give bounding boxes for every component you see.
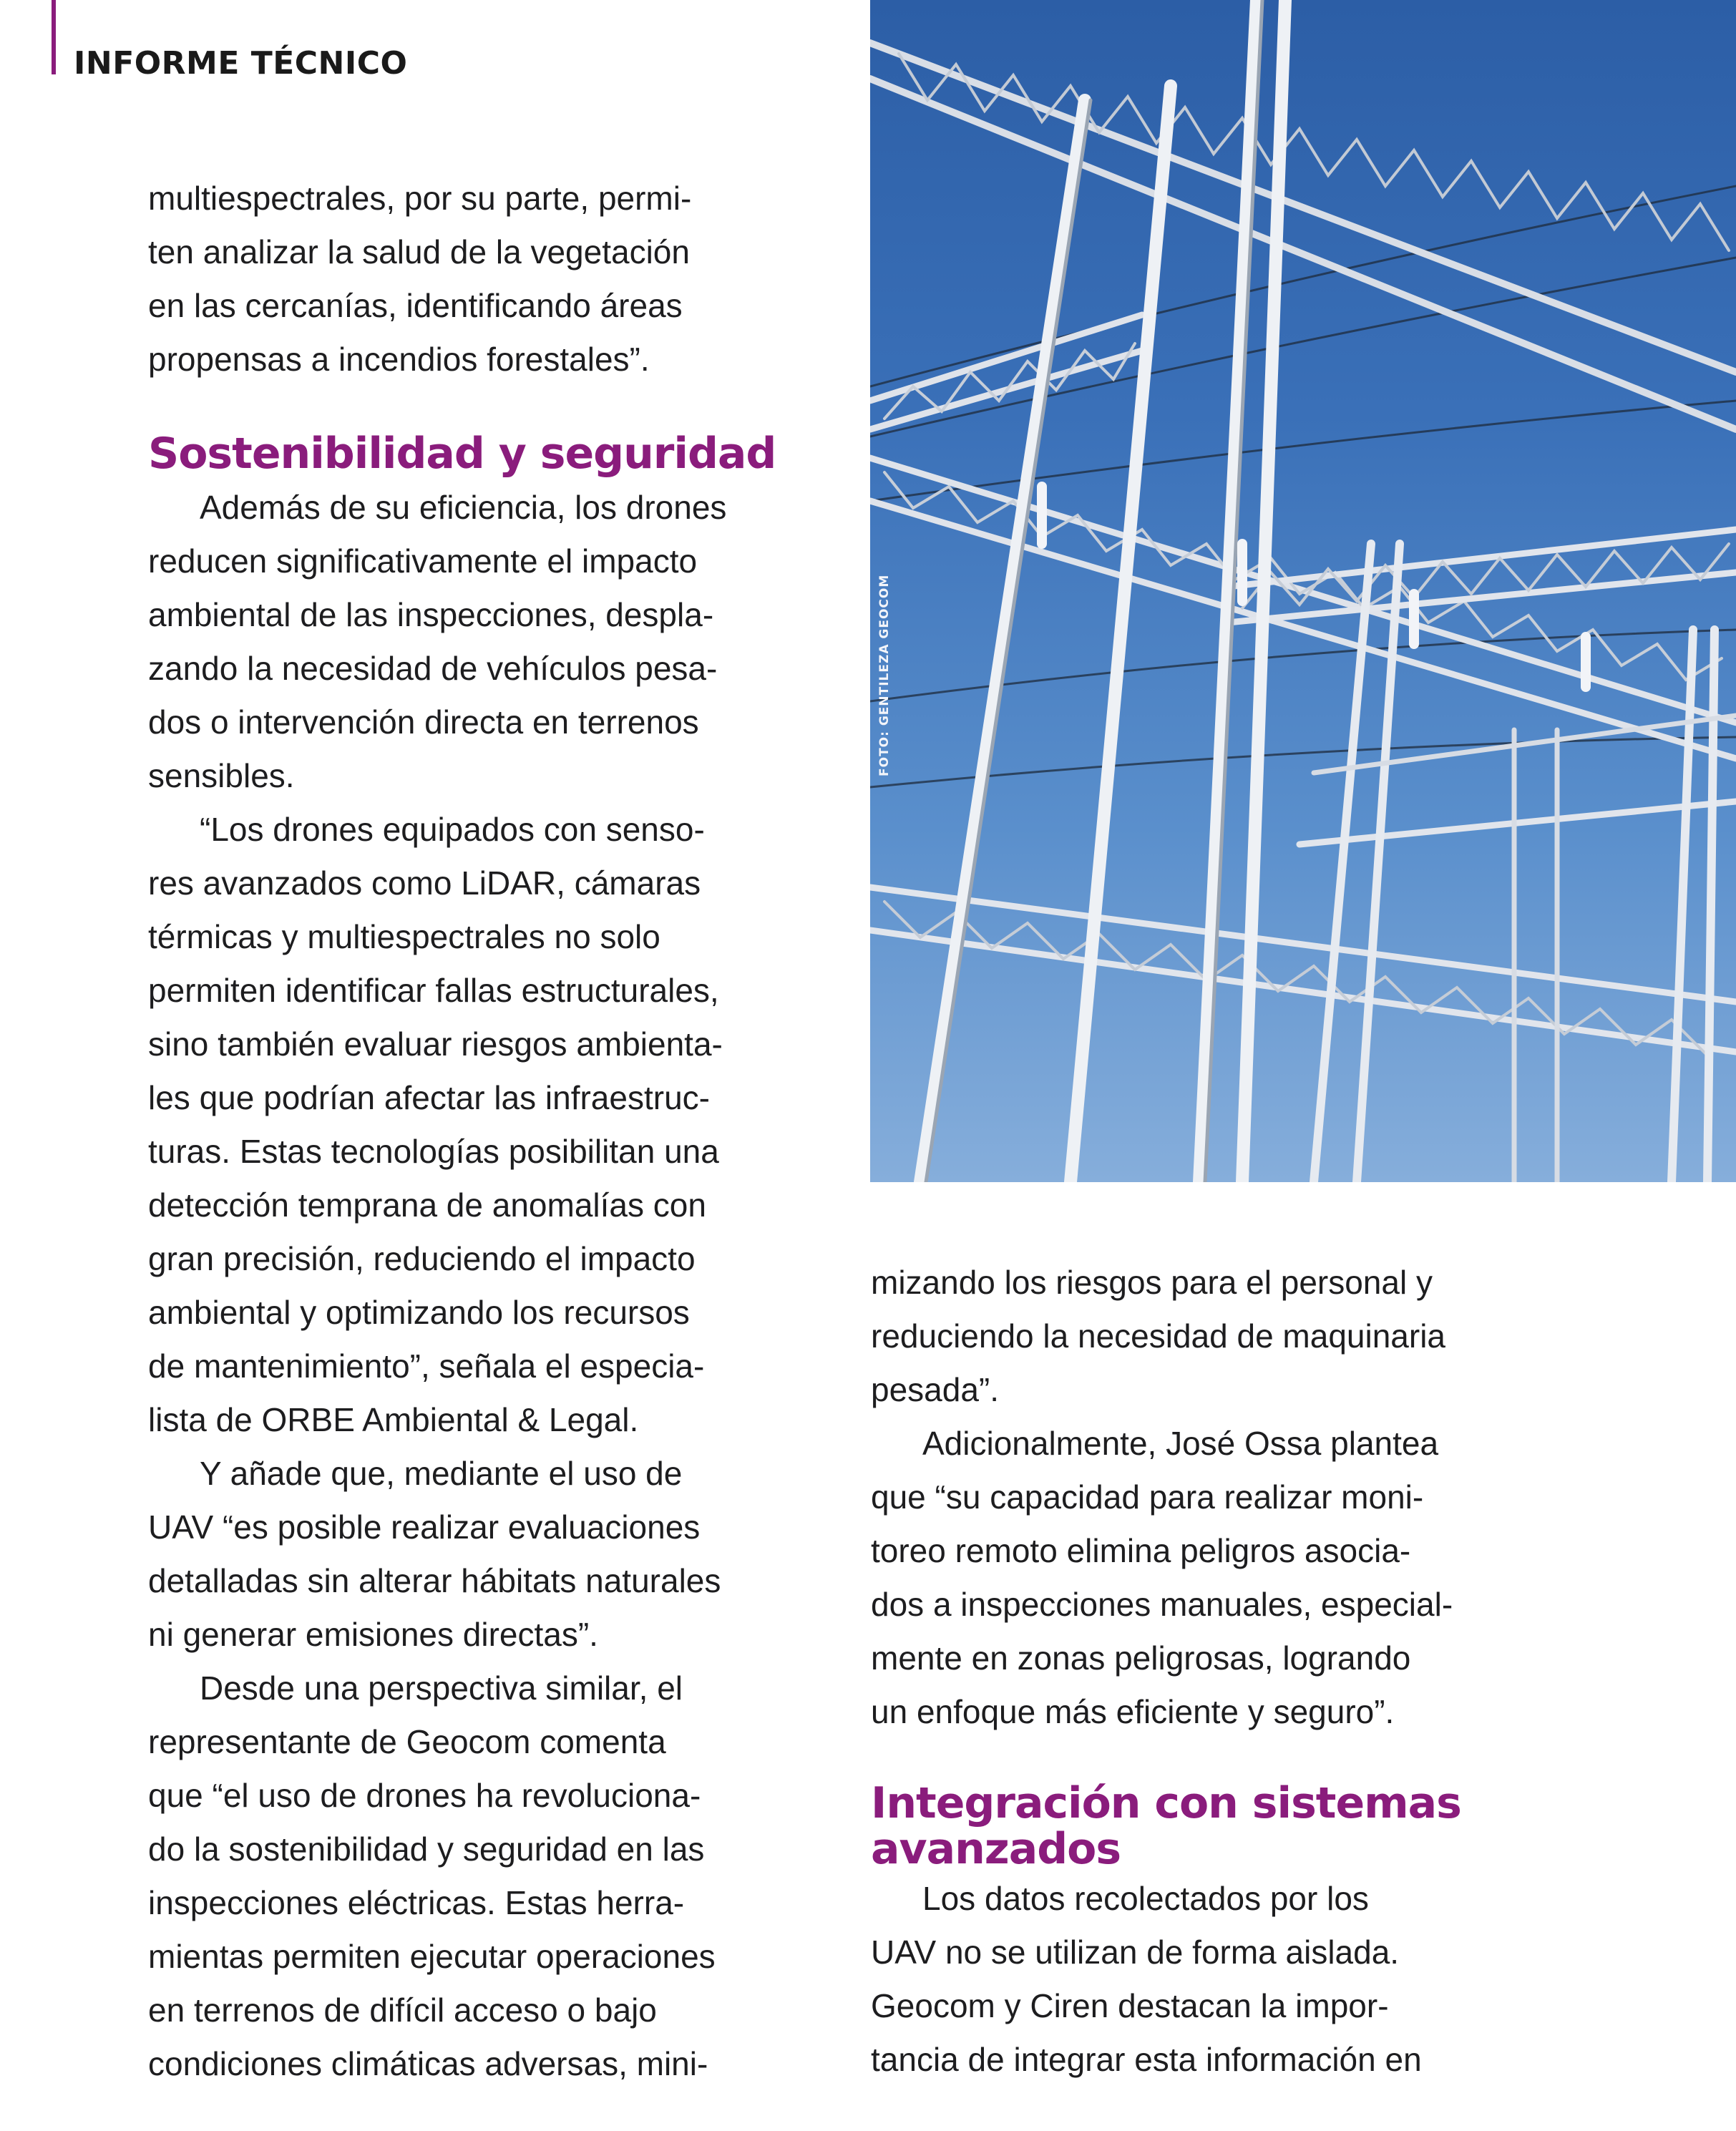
text-line: res avanzados como LiDAR, cámaras bbox=[148, 864, 701, 902]
photo-credit: FOTO: GENTILEZA GEOCOM bbox=[877, 574, 892, 776]
paragraph-5 bbox=[871, 1417, 1586, 1739]
intro-paragraph bbox=[148, 172, 806, 386]
text-line: sensibles. bbox=[148, 757, 295, 794]
paragraph-4 bbox=[148, 1662, 806, 2091]
text-line: condiciones climáticas adversas, mini- bbox=[148, 2045, 708, 2082]
text-line: mientas permiten ejecutar operaciones bbox=[148, 1938, 716, 1975]
paragraph-6 bbox=[871, 1872, 1586, 2087]
text-line: UAV no se utilizan de forma aislada. bbox=[871, 1933, 1400, 1971]
text-line: “Los drones equipados con senso- bbox=[200, 811, 705, 848]
text-line: UAV “es posible realizar evaluaciones bbox=[148, 1508, 701, 1546]
text-line: dos a inspecciones manuales, especial- bbox=[871, 1586, 1453, 1623]
text-line: un enfoque más eficiente y seguro”. bbox=[871, 1693, 1395, 1730]
section-heading: Sostenibilidad y seguridad bbox=[148, 429, 776, 479]
text-line: pesada”. bbox=[871, 1371, 1000, 1408]
text-line: en las cercanías, identificando áreas bbox=[148, 287, 683, 324]
text-line: ambiental de las inspecciones, despla- bbox=[148, 596, 714, 633]
text-line: reducen significativamente el impacto bbox=[148, 542, 698, 580]
text-line: Desde una perspectiva similar, el bbox=[200, 1669, 683, 1707]
substation-steel-structure bbox=[870, 0, 1736, 1182]
text-line: do la sostenibilidad y seguridad en las bbox=[148, 1830, 705, 1868]
text-line: toreo remoto elimina peligros asocia- bbox=[871, 1532, 1411, 1569]
text-line: ten analizar la salud de la vegetación bbox=[148, 233, 690, 270]
text-line: ni generar emisiones directas”. bbox=[148, 1616, 598, 1653]
left-column bbox=[148, 172, 806, 2091]
text-line: Geocom y Ciren destacan la impor- bbox=[871, 1987, 1389, 2024]
text-line: turas. Estas tecnologías posibilitan una bbox=[148, 1133, 719, 1170]
text-line: representante de Geocom comenta bbox=[148, 1723, 666, 1760]
text-line: Y añade que, mediante el uso de bbox=[200, 1455, 683, 1492]
heading-line: avanzados bbox=[871, 1824, 1121, 1874]
continuation-paragraph bbox=[871, 1256, 1586, 1417]
paragraph-3 bbox=[148, 1447, 806, 1662]
text-line: ambiental y optimizando los recursos bbox=[148, 1294, 690, 1331]
text-line: térmicas y multiespectrales no solo bbox=[148, 918, 660, 955]
text-line: dos o intervención directa en terrenos bbox=[148, 703, 699, 741]
text-line: Además de su eficiencia, los drones bbox=[200, 489, 727, 526]
substation-photo bbox=[870, 0, 1736, 1182]
text-line: propensas a incendios forestales”. bbox=[148, 341, 650, 378]
text-line: detección temprana de anomalías con bbox=[148, 1186, 706, 1224]
text-line: Adicionalmente, José Ossa plantea bbox=[922, 1425, 1439, 1462]
text-line: mente en zonas peligrosas, logrando bbox=[871, 1639, 1411, 1677]
text-line: reduciendo la necesidad de maquinaria bbox=[871, 1317, 1446, 1355]
text-line: sino también evaluar riesgos ambienta- bbox=[148, 1025, 723, 1063]
paragraph-1 bbox=[148, 481, 806, 803]
text-line: que “el uso de drones ha revoluciona- bbox=[148, 1777, 701, 1814]
right-column bbox=[871, 1256, 1586, 2087]
section-label: INFORME TÉCNICO bbox=[74, 45, 408, 82]
section-heading-2 bbox=[871, 1780, 1586, 1872]
paragraph-2 bbox=[148, 803, 806, 1447]
text-line: mizando los riesgos para el personal y bbox=[871, 1264, 1433, 1301]
text-line: que “su capacidad para realizar moni- bbox=[871, 1478, 1424, 1516]
text-line: de mantenimiento”, señala el especia- bbox=[148, 1347, 705, 1385]
section-accent-bar bbox=[52, 0, 56, 74]
text-line: permiten identificar fallas estructurales, bbox=[148, 972, 719, 1009]
text-line: detalladas sin alterar hábitats naturales bbox=[148, 1562, 721, 1599]
text-line: multiespectrales, por su parte, permi- bbox=[148, 180, 692, 217]
text-line: les que podrían afectar las infraestruc- bbox=[148, 1079, 710, 1116]
text-line: zando la necesidad de vehículos pesa- bbox=[148, 650, 718, 687]
text-line: lista de ORBE Ambiental & Legal. bbox=[148, 1401, 639, 1438]
text-line: Los datos recolectados por los bbox=[922, 1880, 1369, 1917]
text-line: inspecciones eléctricas. Estas herra- bbox=[148, 1884, 685, 1921]
text-line: en terrenos de difícil acceso o bajo bbox=[148, 1991, 657, 2029]
text-line: gran precisión, reduciendo el impacto bbox=[148, 1240, 696, 1277]
heading-line: Integración con sistemas bbox=[871, 1778, 1461, 1828]
text-line: tancia de integrar esta información en bbox=[871, 2041, 1422, 2078]
